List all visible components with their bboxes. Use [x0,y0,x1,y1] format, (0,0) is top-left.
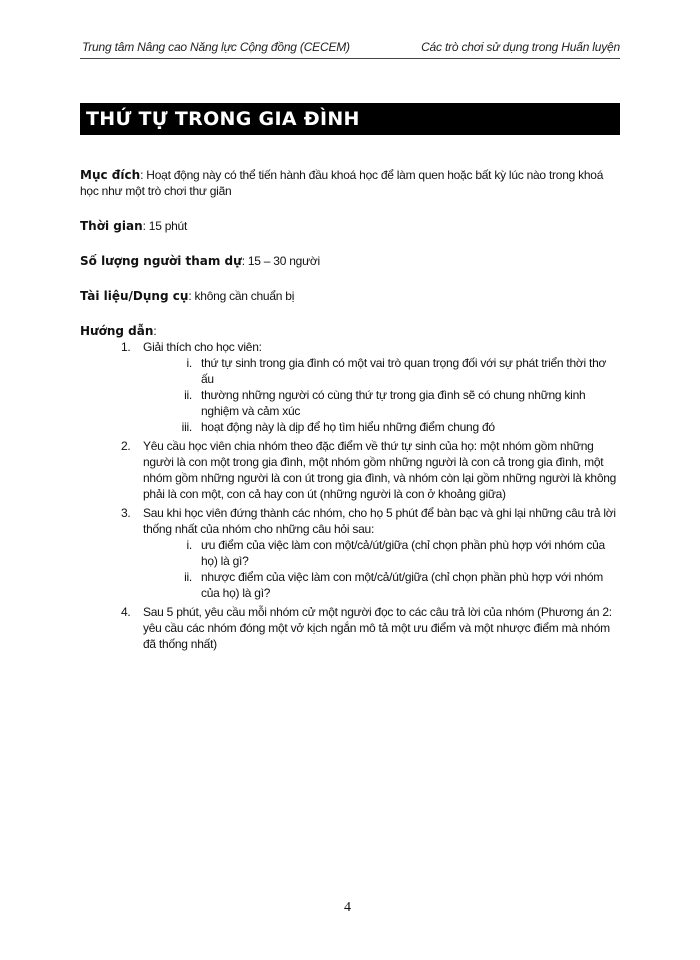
substep-number: ii. [184,388,192,402]
step-3 [121,505,620,601]
time-text: : 15 phút [142,219,188,233]
page-number: 4 [344,900,351,915]
participants-text: : 15 – 30 người [241,254,320,268]
substep-1-ii [166,387,620,419]
substep-text: nhược điểm của việc làm con một/cả/út/giữa (chỉ chọn phần phù hợp với nhóm của họ) là gì? [201,570,604,600]
substep-1-iii [166,419,620,435]
step-text: Giải thích cho học viên: [143,340,262,354]
header-divider [80,58,620,59]
step-number: 2. [121,439,131,453]
step-text: Sau 5 phút, yêu cầu mỗi nhóm cử một người đọc to các câu trả lời của nhóm (Phương án 2: yêu cầu các nhóm đóng một vở kịch ngắn mô tả một ưu điểm và một nhược điểm mà nhóm đã thống nhất) [143,605,612,651]
substep-number: iii. [181,420,192,434]
substep-number: i. [186,538,192,552]
substep-text: hoạt động này là dịp để họ tìm hiểu những điểm chung đó [201,420,495,434]
substep-number: ii. [184,570,192,584]
materials-section [80,288,620,304]
substep-text: ưu điểm của việc làm con một/cả/út/giữa (chỉ chọn phần phù hợp với nhóm của họ) là gì? [201,538,605,568]
step-4 [121,604,620,652]
step-1 [121,339,620,435]
time-section [80,218,620,234]
substep-1-i [166,355,620,387]
instructions-heading [80,323,620,339]
step-text: Sau khi học viên đứng thành các nhóm, cho họ 5 phút để bàn bạc và ghi lại những câu trả lời thống nhất của nhóm cho những câu hỏi sau: [143,506,616,536]
document-body [80,167,620,652]
purpose-section [80,167,620,199]
materials-text: : không cần chuẩn bị [188,289,295,303]
step-text: Yêu cầu học viên chia nhóm theo đặc điểm về thứ tự sinh của họ: một nhóm gồm những người là con một trong gia đình, một nhóm gồm những người là con cả trong gia đình, một nhóm gồm những người là con út trong gia đình, và nhóm còn lại gồm những người là không phải là con một, con cả hay con út (những người là con ở khoảng giữa) [143,439,617,501]
substep-text: thứ tự sinh trong gia đình có một vai trò quan trọng đối với sự phát triển thời thơ ấu [201,356,607,386]
step-number: 1. [121,340,131,354]
participants-label: Số lượng người tham dự [80,254,242,268]
substep-3-i [166,537,620,569]
header-right: Các trò chơi sử dụng trong Huấn luyện [421,40,620,54]
substep-3-ii [166,569,620,601]
header-left: Trung tâm Nâng cao Năng lực Cộng đồng (CECEM) [82,40,350,54]
instructions-label: Hướng dẫn [80,324,154,338]
page-title: THỨ TỰ TRONG GIA ĐÌNH [86,108,360,130]
materials-label: Tài liệu/Dụng cụ [80,289,189,303]
step-number: 3. [121,506,131,520]
step-number: 4. [121,605,131,619]
step-2 [121,438,620,502]
title-bar [80,103,620,135]
purpose-label: Mục đích [80,168,141,182]
instructions-colon: : [153,324,157,338]
purpose-text: : Hoạt động này có thể tiến hành đầu khoá học để làm quen hoặc bất kỳ lúc nào trong khoá học như một trò chơi thư giãn [80,168,604,198]
time-label: Thời gian [80,219,143,233]
substep-text: thường những người có cùng thứ tự trong gia đình sẽ có chung những kinh nghiệm và cảm xúc [201,388,586,418]
participants-section [80,253,620,269]
substep-number: i. [186,356,192,370]
